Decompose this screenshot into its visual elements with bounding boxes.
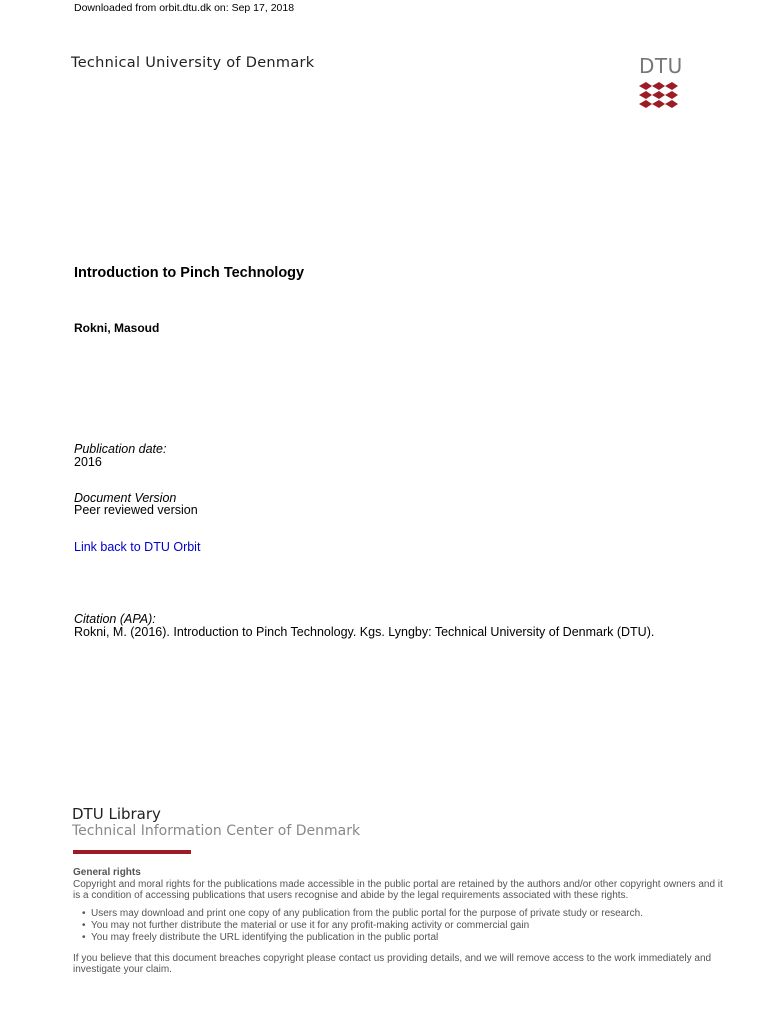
general-rights-heading: General rights [73, 867, 141, 878]
library-subtitle: Technical Information Center of Denmark [72, 823, 361, 839]
download-note: Downloaded from orbit.dtu.dk on: Sep 17, 2018 [74, 2, 295, 14]
document-version-value: Peer reviewed version [74, 503, 198, 517]
citation-label: Citation (APA): [74, 612, 156, 626]
list-item: • You may not further distribute the material or use it for any profit-making activity or commercial gain [91, 920, 723, 932]
university-name: Technical University of Denmark [71, 55, 315, 71]
general-rights-intro: Copyright and moral rights for the publications made accessible in the public portal are retained by the authors and/or other copyright owners and it is a condition of accessing publications that users recognise and abide by the legal requirements associated with these rights. [73, 878, 723, 901]
publication-date-value: 2016 [74, 455, 102, 469]
dtu-logo [638, 54, 683, 112]
document-author: Rokni, Masoud [74, 321, 160, 335]
dtu-logo-diamonds-icon [638, 54, 680, 112]
citation-text: Rokni, M. (2016). Introduction to Pinch Technology. Kgs. Lyngby: Technical University of Denmark (DTU). [74, 625, 655, 639]
list-item: • You may freely distribute the URL identifying the publication in the public portal [91, 932, 723, 944]
dtu-logo-text: DTU [639, 54, 683, 78]
library-title: DTU Library [72, 805, 161, 823]
dtu-orbit-link[interactable]: Link back to DTU Orbit [74, 540, 201, 554]
publication-date-label: Publication date: [74, 442, 167, 456]
document-title: Introduction to Pinch Technology [74, 265, 305, 281]
list-item: • Users may download and print one copy of any publication from the public portal for the purpose of private study or research. [91, 908, 723, 920]
general-rights [73, 867, 723, 976]
document-version-label: Document Version [74, 491, 177, 505]
general-rights-list [73, 908, 723, 944]
library-accent-bar [73, 850, 191, 854]
copyright-contact-note: If you believe that this document breaches copyright please contact us providing details, and we will remove access to the work immediately and investigate your claim. [73, 952, 712, 975]
